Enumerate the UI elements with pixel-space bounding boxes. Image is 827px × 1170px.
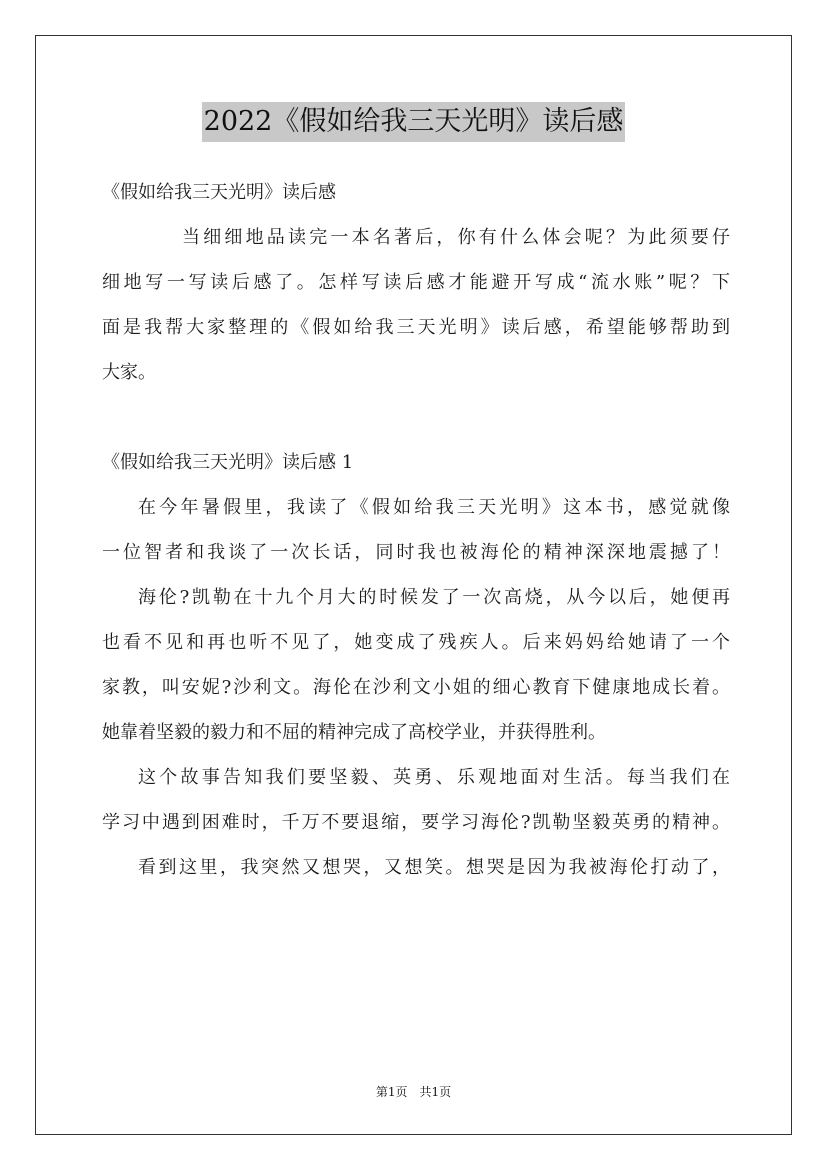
body-line: 这个故事告知我们要坚毅、英勇、乐观地面对生活。每当我们在 [138,767,730,788]
body-line: 家教，叫安妮?沙利文。海伦在沙利文小姐的细心教育下健康地成长着。 [102,677,730,698]
subtitle: 《假如给我三天光明》读后感 [102,182,336,203]
intro-line: 大家。 [102,362,156,383]
body-line: 看到这里，我突然又想哭，又想笑。想哭是因为我被海伦打动了， [138,857,730,878]
intro-line: 细地写一写读后感了。怎样写读后感才能避开写成“流水账”呢？下 [102,272,730,293]
document-title: 2022《假如给我三天光明》读后感 [202,102,626,142]
body-line: 也看不见和再也听不见了，她变成了残疾人。后来妈妈给她请了一个 [102,632,730,653]
body-line: 她靠着坚毅的毅力和不屈的精神完成了高校学业，并获得胜利。 [102,722,606,743]
body-line: 在今年暑假里，我读了《假如给我三天光明》这本书，感觉就像 [138,497,730,518]
page-footer: 第1页 共1页 [375,1085,452,1099]
document-body [102,170,730,890]
section-heading: 《假如给我三天光明》读后感 1 [102,452,354,473]
intro-line: 面是我帮大家整理的《假如给我三天光明》读后感，希望能够帮助到 [102,317,730,338]
body-line: 一位智者和我谈了一次长话，同时我也被海伦的精神深深地震撼了！ [102,542,730,563]
spacer [102,395,730,440]
title-container [0,102,827,142]
intro-line: 当细细地品读完一本名著后，你有什么体会呢？为此须要仔 [182,227,730,248]
body-line: 学习中遇到困难时，千万不要退缩，要学习海伦?凯勒坚毅英勇的精神。 [102,812,730,833]
body-line: 海伦?凯勒在十九个月大的时候发了一次高烧，从今以后，她便再 [138,587,730,608]
